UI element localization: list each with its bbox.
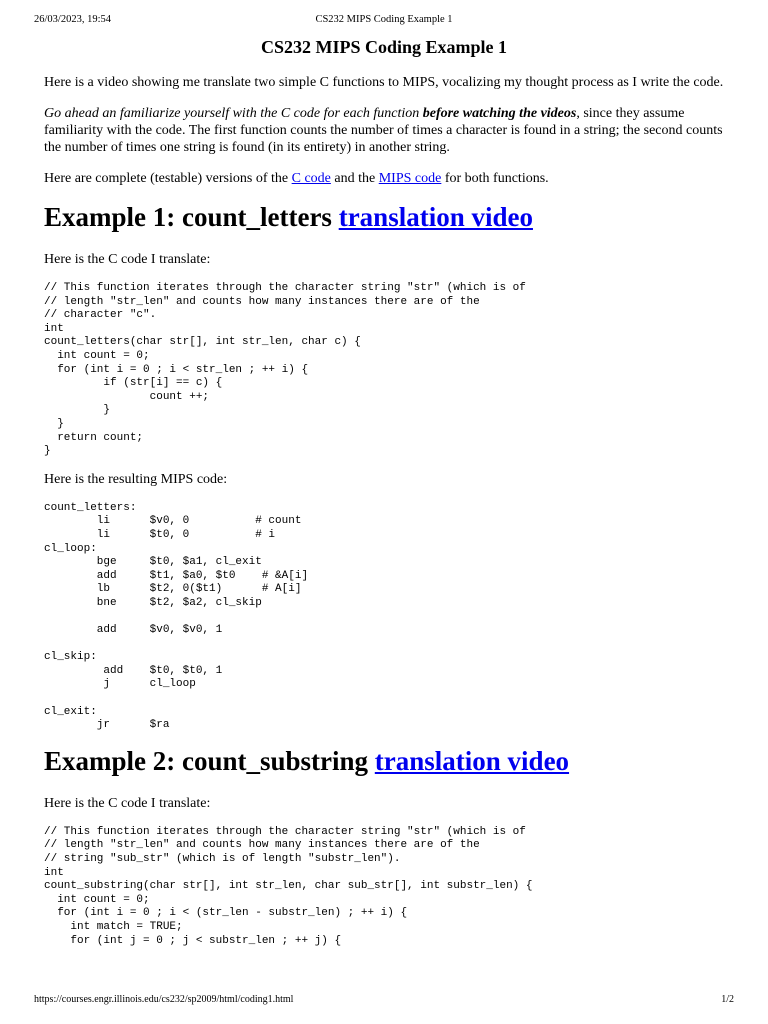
example1-heading	[44, 201, 724, 233]
instructions-bold: before watching the videos	[422, 106, 577, 121]
example1-c-code: // This function iterates through the character string "str" (which is of // length "str_len" and counts how many instances there are of the // character "c". int count_letters(char str[], int str_len, char c) { int count = 0; for (int i = 0 ; i < str_len ; ++ i) { if (str[i] == c) { count ++; } } return count; }	[44, 282, 526, 458]
example2-c-label: Here is the C code I translate:	[44, 795, 211, 811]
example1-mips-code: count_letters: li $v0, 0 # count li $t0, 0 # i cl_loop: bge $t0, $a1, cl_exit add $t1, $a0, $t0 # &A[i] lb $t2, 0($t1) # A[i] bne $t2, $a2, cl_skip add $v0, $v0, 1 cl_skip: add $t0, $t0, 1 j cl_loop cl_exit: jr $ra	[44, 501, 309, 732]
c-code-link[interactable]: C code	[291, 171, 331, 186]
intro-paragraph: Here is a video showing me translate two simple C functions to MIPS, vocalizing my thought process as I write the code.	[44, 75, 724, 90]
page-number: 1/2	[721, 994, 734, 1005]
instructions-paragraph	[44, 105, 724, 156]
example2-video-link[interactable]: translation video	[374, 745, 570, 776]
instructions-italic: Go ahead an familiarize yourself with the C code for each function	[44, 106, 420, 121]
mips-code-link[interactable]: MIPS code	[378, 171, 442, 186]
example2-c-code: // This function iterates through the character string "str" (which is of // length "str_len" and counts how many instances there are of the // string "sub_str" (which is of length "substr_len"). int count_substring(char str[], int str_len, char sub_str[], int substr_len) { int count = 0; for (int i = 0 ; i < (str_len - substr_len) ; ++ i) { int match = TRUE; for (int j = 0 ; j < substr_len ; ++ j) {	[44, 825, 533, 947]
versions-text-post: for both functions.	[441, 171, 549, 186]
example1-mips-label: Here is the resulting MIPS code:	[44, 471, 228, 487]
print-url: https://courses.engr.illinois.edu/cs232/sp2009/html/coding1.html	[34, 994, 294, 1005]
example1-video-link[interactable]: translation video	[338, 202, 533, 232]
versions-paragraph	[44, 170, 724, 187]
example2-heading-text: Example 2: count_substring	[44, 745, 375, 776]
print-footer	[34, 994, 734, 1008]
example1-c-label: Here is the C code I translate:	[44, 252, 211, 267]
document-body	[44, 37, 724, 960]
example2-heading	[44, 745, 724, 777]
instructions-rest: , since they assume familiarity with the code. The first function counts the number of times a character is found in a string; the second counts the number of times one string is found (in its entirety) in another string.	[44, 106, 723, 155]
versions-text-pre: Here are complete (testable) versions of the	[44, 171, 292, 186]
print-title: CS232 MIPS Coding Example 1	[315, 14, 453, 25]
example1-heading-text: Example 1: count_letters	[44, 202, 339, 232]
versions-text-mid: and the	[330, 171, 379, 186]
print-date: 26/03/2023, 19:54	[34, 14, 112, 25]
page-title: CS232 MIPS Coding Example 1	[260, 37, 508, 57]
print-header	[34, 14, 734, 30]
